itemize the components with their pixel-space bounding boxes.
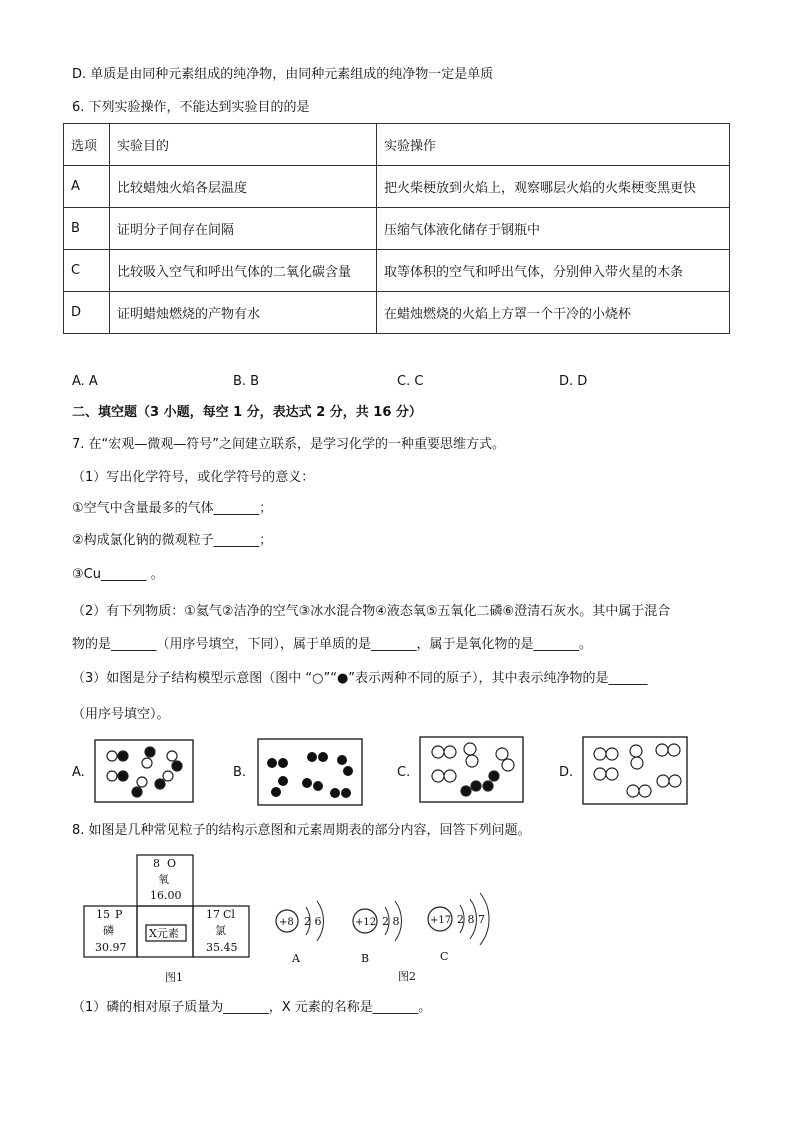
table-cell: B — [64, 208, 110, 250]
question-7-part-2-line1: （2）有下列物质：①氦气②洁净的空气③冰水混合物④液态氧⑤五氧化二磷⑥澄清石灰水。其中属于混合 — [72, 604, 671, 619]
periodic-cell-oxygen — [137, 855, 193, 906]
chlorine-name: 氯 — [215, 924, 226, 937]
atom-diagram-c — [428, 893, 489, 963]
question-6-stem: 6. 下列实验操作，不能达到实验目的的是 — [72, 100, 310, 115]
figure-2-caption: 图2 — [398, 970, 416, 983]
molecule-group-b — [267, 752, 353, 798]
table-row — [64, 208, 730, 250]
oxygen-number: 8 — [153, 857, 160, 870]
table-cell: 把火柴梗放到火焰上，观察哪层火焰的火柴梗变黑更快 — [377, 166, 730, 208]
table-cell: A — [64, 166, 110, 208]
molecule-box-b — [258, 739, 362, 805]
section-2-title: 二、填空题（3 小题，每空 1 分，表达式 2 分，共 16 分） — [72, 405, 422, 420]
table-cell: 比较蜡烛火焰各层温度 — [110, 166, 377, 208]
answer-option-c: C. C — [397, 374, 424, 389]
answer-option-b: B. B — [233, 374, 260, 389]
oxygen-symbol: O — [167, 857, 177, 870]
oxygen-name: 氧 — [158, 873, 169, 886]
question-7-part-2-line2: 物的是_______（用序号填空，下同），属于单质的是_______，属于是氧化物的是_______。 — [72, 637, 593, 652]
answer-option-a: A. A — [72, 374, 98, 389]
atom-a-nucleus: +8 — [279, 917, 294, 928]
table-row — [64, 292, 730, 334]
table-cell: 压缩气体液化储存于钢瓶中 — [377, 208, 730, 250]
table-header-cell: 选项 — [64, 124, 110, 166]
chlorine-symbol: Cl — [223, 908, 235, 921]
table-cell: 比较吸入空气和呼出气体的二氧化碳含量 — [110, 250, 377, 292]
atom-b-shells: 2 8 — [382, 915, 400, 928]
molecule-figure-label-b: B. — [233, 765, 247, 780]
table-row — [64, 250, 730, 292]
periodic-cell-x — [137, 906, 193, 957]
table-header-cell: 实验目的 — [110, 124, 377, 166]
atom-diagram-b — [353, 901, 402, 965]
table-cell: C — [64, 250, 110, 292]
phosphorus-mass: 30.97 — [95, 941, 127, 954]
question-7-part-1: （1）写出化学符号，或化学符号的意义： — [72, 470, 315, 485]
question-8-part-1: （1）磷的相对原子质量为_______，X 元素的名称是_______。 — [72, 1000, 432, 1015]
chlorine-number: 17 — [206, 908, 220, 921]
atom-c-shells: 2 8 7 — [457, 913, 485, 926]
table-row — [64, 166, 730, 208]
phosphorus-symbol: P — [115, 908, 123, 921]
molecule-box-d — [583, 737, 687, 804]
x-element-box — [146, 925, 186, 941]
table-cell: 证明蜡烛燃烧的产物有水 — [110, 292, 377, 334]
phosphorus-number: 15 — [96, 908, 110, 921]
periodic-cell-chlorine — [193, 906, 249, 957]
question-7-part-1b: ②构成氯化钠的微观粒子_______； — [72, 533, 273, 548]
atom-a-label: A — [292, 952, 300, 965]
table-cell: 在蜡烛燃烧的火焰上方罩一个干冷的小烧杯 — [377, 292, 730, 334]
option-d-statement: D. 单质是由同种元素组成的纯净物，由同种元素组成的纯净物一定是单质 — [72, 67, 494, 82]
atom-b-label: B — [361, 952, 370, 965]
atom-c-label: C — [440, 950, 449, 963]
experiment-table — [63, 123, 730, 334]
atom-diagram-a — [276, 901, 324, 965]
molecule-group-c — [432, 743, 514, 796]
molecule-box-a — [95, 740, 193, 802]
oxygen-mass: 16.00 — [150, 889, 182, 902]
table-header-cell: 实验操作 — [377, 124, 730, 166]
periodic-cell-phosphorus — [84, 906, 137, 957]
answer-option-d: D. D — [559, 374, 588, 389]
question-7-part-1c: ③Cu_______ 。 — [72, 567, 164, 582]
question-7-part-3-line2: （用序号填空）。 — [72, 707, 170, 722]
figure-1-caption: 图1 — [165, 971, 183, 984]
molecule-group-d — [594, 744, 681, 797]
table-header-row — [64, 124, 730, 166]
chlorine-mass: 35.45 — [206, 941, 238, 954]
table-cell: D — [64, 292, 110, 334]
atom-c-nucleus: +17 — [430, 915, 452, 926]
molecule-figure-label-c: C. — [397, 765, 411, 780]
atom-b-nucleus: +12 — [355, 917, 377, 928]
question-7-part-1a: ①空气中含量最多的气体_______； — [72, 501, 273, 516]
table-cell: 证明分子间存在间隔 — [110, 208, 377, 250]
phosphorus-name: 磷 — [103, 924, 114, 937]
table-cell: 取等体积的空气和呼出气体，分别伸入带火星的木条 — [377, 250, 730, 292]
question-8-stem: 8. 如图是几种常见粒子的结构示意图和元素周期表的部分内容，回答下列问题。 — [72, 823, 531, 838]
x-element-name: X元素 — [149, 927, 179, 940]
molecule-group-a — [107, 747, 182, 797]
molecule-figure-label-a: A. — [72, 765, 85, 780]
molecule-box-c — [420, 737, 523, 802]
question-7-part-3-line1: （3）如图是分子结构模型示意图（图中 “○”“●”表示两种不同的原子），其中表示纯净物的是______ — [72, 671, 648, 686]
molecule-figure-label-d: D. — [559, 765, 574, 780]
question-7-stem: 7. 在“宏观—微观—符号”之间建立联系，是学习化学的一种重要思维方式。 — [72, 437, 506, 452]
atom-a-shells: 2 6 — [304, 915, 322, 928]
